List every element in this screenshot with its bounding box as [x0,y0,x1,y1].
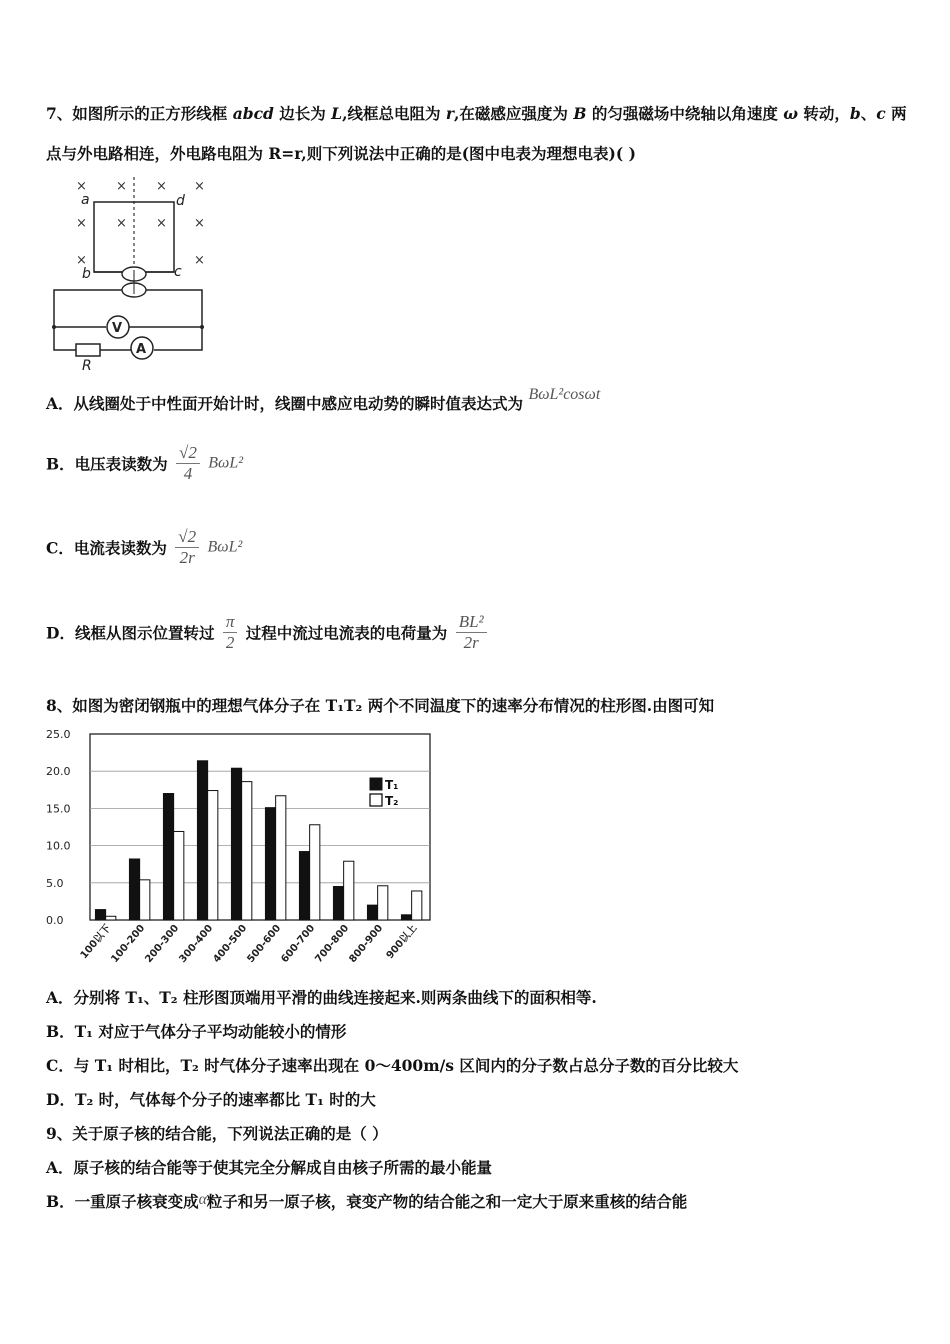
bar-t1 [265,808,275,920]
q7-option-b [46,443,243,484]
q8-stem: 8、如图为密闭钢瓶中的理想气体分子在 T₁T₂ 两个不同温度下的速率分布情况的柱形图.由图可知 [46,696,715,715]
option-d-angle-fraction [223,612,238,653]
q7-stem-text: 转动， [798,104,850,123]
fraction-numerator: √2 [175,527,199,548]
q7-stem-line2: 点与外电路相连，外电路电阻为 R=r,则下列说法中正确的是(图中电表为理想电表)( ) [46,144,636,163]
bar-t1 [401,915,411,920]
y-tick-label: 0.0 [46,914,64,927]
field-cross: × [116,216,127,231]
y-tick-label: 15.0 [46,802,71,816]
option-d-text: D．线框从图示位置转过 [46,623,215,643]
q7-stem-var: c [876,104,886,123]
q7-stem-var: B [573,104,587,123]
legend-t1-label: T₁ [385,778,399,792]
label-c: c [174,264,182,280]
bar-t1 [367,905,377,920]
fraction-denominator: 4 [183,464,193,483]
q7-stem-text: 、 [860,104,877,123]
x-tick-label: 800-900 [347,922,386,966]
q7-circuit-figure [46,172,216,372]
q8-option-a: A．分别将 T₁、T₂ 柱形图顶端用平滑的曲线连接起来.则两条曲线下的面积相等. [46,988,597,1007]
bar-t2 [174,831,184,920]
q7-stem-text: 7、如图所示的正方形线框 [46,104,233,123]
legend-t1-swatch [370,778,382,790]
option-b-text: 粒子和另一原子核，衰变产物的结合能之和一定大于原来重核的结合能 [206,1192,688,1211]
q7-stem-line1 [46,102,907,124]
fraction-numerator: π [223,612,238,633]
q7-stem-var: abcd [232,104,274,123]
bar-t1 [231,768,241,920]
bar-t2 [412,891,422,920]
field-cross: × [76,253,87,268]
bar-t1 [129,859,139,920]
voltmeter-label: V [112,321,123,336]
y-tick-label: 10.0 [46,839,71,853]
bar-t1 [197,761,207,920]
resistor-icon [76,344,100,356]
field-cross: × [76,179,87,194]
bar-t1 [95,910,105,920]
q7-stem-text: 边长为 [273,104,332,123]
magnetic-field-crosses [76,179,205,268]
bar-t2 [344,861,354,920]
q8-option-b: B．T₁ 对应于气体分子平均动能较小的情形 [46,1022,347,1041]
x-tick-label: 700-800 [313,922,352,966]
chart-y-ticks [46,728,71,927]
bar-t2 [276,796,286,920]
q7-option-c [46,527,242,568]
q8-option-c: C．与 T₁ 时相比，T₂ 时气体分子速率出现在 0～400m/s 区间内的分子数占总分子数的百分比较大 [46,1056,739,1075]
q7-stem-var: b [849,104,861,123]
option-a-formula: BωL²cosωt [528,386,601,403]
fraction-numerator: BL² [456,612,487,633]
option-b-text: B．一重原子核衰变成 [46,1192,199,1211]
field-cross: × [156,216,167,231]
field-cross: × [76,216,87,231]
q7-stem-text: 的匀强磁场中绕轴以角速度 [586,104,784,123]
q7-stem-var: ω [783,104,798,123]
bar-t2 [208,791,218,920]
bar-t1 [299,852,309,920]
q8-bar-chart [40,724,440,976]
q7-stem-text: ,线框总电阻为 [342,104,446,123]
q8-option-d: D．T₂ 时，气体每个分子的速率都比 T₁ 时的大 [46,1090,376,1109]
q9-option-a: A．原子核的结合能等于使其完全分解成自由核子所需的最小能量 [46,1158,493,1177]
bar-t2 [140,880,150,920]
field-cross: × [156,179,167,194]
q9-option-b [46,1190,687,1212]
option-d-text: 过程中流过电流表的电荷量为 [245,623,448,643]
bar-t2 [106,916,116,920]
x-tick-label: 200-300 [143,922,182,966]
bar-t2 [310,825,320,920]
y-tick-label: 25.0 [46,728,71,741]
x-tick-label: 100-200 [109,922,148,966]
resistor-label: R [82,358,92,372]
q7-option-a [46,386,601,414]
x-tick-label: 900以上 [384,922,420,962]
legend-t2-label: T₂ [385,794,399,808]
bar-t1 [333,887,343,920]
fraction-numerator: √2 [176,443,200,464]
option-d-charge-fraction [456,612,487,653]
label-a: a [81,192,90,208]
x-tick-label: 400-500 [211,922,250,966]
field-cross: × [194,253,205,268]
q7-stem-text: 两 [885,104,907,123]
option-b-formula: BωL² [208,454,244,472]
field-cross: × [194,216,205,231]
field-cross: × [194,179,205,194]
fraction-denominator: 2r [179,548,195,567]
bar-t1 [163,794,173,920]
field-cross: × [116,179,127,194]
chart-x-labels [77,922,419,966]
option-b-text: B．电压表读数为 [46,454,168,474]
label-d: d [176,193,185,209]
ammeter-label: A [136,342,147,357]
option-c-text: C．电流表读数为 [46,538,167,558]
x-tick-label: 100以下 [78,922,114,962]
bar-t2 [378,886,388,920]
option-c-formula: BωL² [207,538,243,556]
x-tick-label: 300-400 [177,922,216,966]
alpha-symbol: α [198,1191,207,1208]
y-tick-label: 5.0 [46,876,64,890]
option-b-fraction [176,443,200,484]
option-a-text: A．从线圈处于中性面开始计时，线圈中感应电动势的瞬时值表达式为 [46,394,524,413]
fraction-denominator: 2 [225,633,235,652]
q7-stem-var: L [331,104,343,123]
q7-stem-var: r [445,104,455,123]
bar-t2 [242,782,252,920]
q7-option-d [46,612,490,653]
x-tick-label: 500-600 [245,922,284,966]
fraction-denominator: 2r [463,633,479,652]
q9-stem: 9、关于原子核的结合能，下列说法正确的是（ ） [46,1124,388,1143]
y-tick-label: 20.0 [46,765,71,779]
label-b: b [82,266,91,282]
option-c-fraction [175,527,199,568]
q7-stem-text: ,在磁感应强度为 [454,104,574,123]
legend-t2-swatch [370,794,382,806]
x-tick-label: 600-700 [279,922,318,966]
